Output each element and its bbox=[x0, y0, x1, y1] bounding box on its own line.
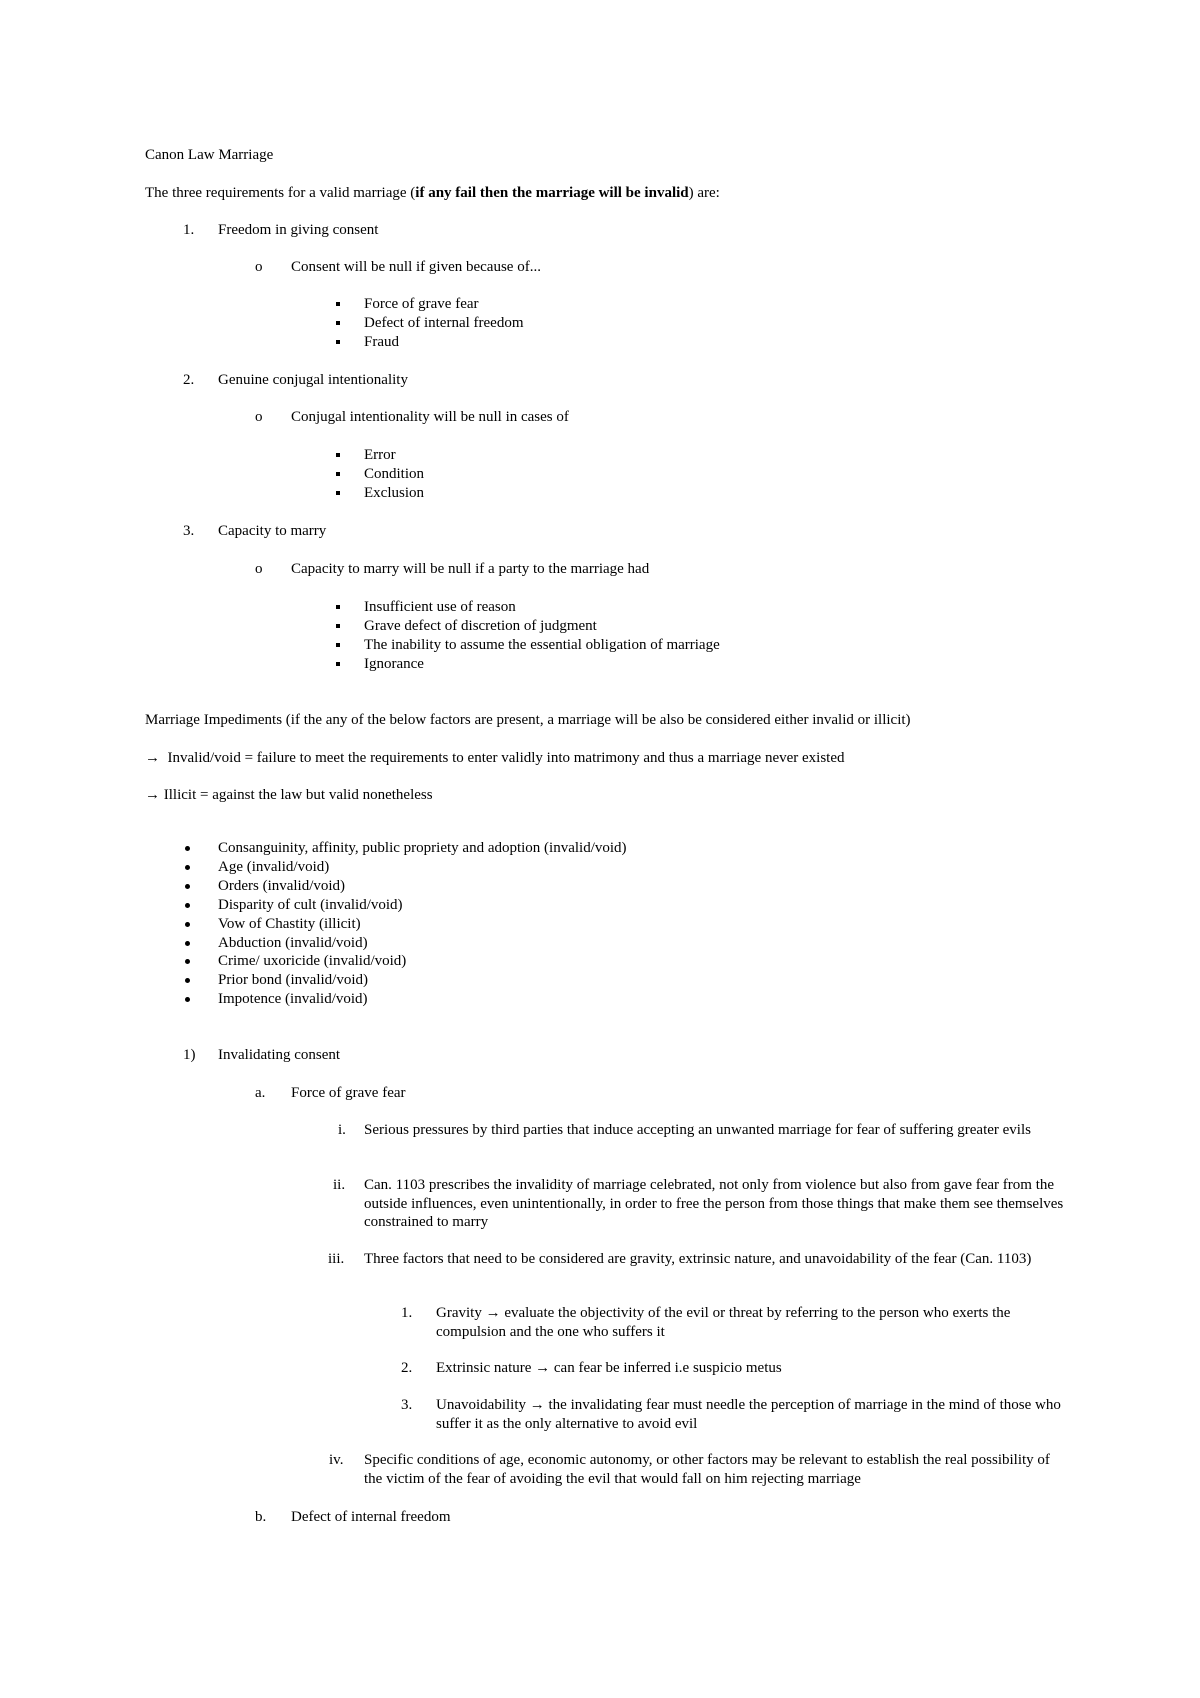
list-item: Error bbox=[364, 447, 396, 463]
requirement-subitem: Consent will be null if given because of... bbox=[291, 259, 541, 275]
bullet-dot bbox=[185, 959, 190, 964]
impediment-item: Prior bond (invalid/void) bbox=[218, 972, 368, 988]
factor-item bbox=[436, 1396, 1064, 1433]
bullet-dot bbox=[185, 846, 190, 851]
invalid-definition bbox=[145, 749, 845, 767]
square-bullet bbox=[336, 662, 340, 666]
factor-item bbox=[436, 1359, 1064, 1378]
bullet-dot bbox=[185, 997, 190, 1002]
arrow-icon: → bbox=[529, 1397, 545, 1413]
bullet-dot bbox=[185, 884, 190, 889]
section-label: Invalidating consent bbox=[218, 1047, 341, 1063]
square-bullet bbox=[336, 472, 340, 476]
subsection-label: Force of grave fear bbox=[291, 1085, 406, 1101]
list-item: Insufficient use of reason bbox=[364, 599, 516, 615]
square-bullet bbox=[336, 643, 340, 647]
square-bullet bbox=[336, 624, 340, 628]
subsection-marker: a. bbox=[255, 1085, 266, 1101]
list-item: Defect of internal freedom bbox=[364, 315, 524, 331]
list-item: Force of grave fear bbox=[364, 296, 479, 312]
subsection-label: Defect of internal freedom bbox=[291, 1509, 451, 1525]
arrow-icon: → bbox=[535, 1360, 551, 1376]
requirement-label: Freedom in giving consent bbox=[218, 222, 379, 238]
paragraph-point: Can. 1103 prescribes the invalidity of marriage celebrated, not only from violence but also from gave fear from the outside influences, even unintentionally, in order to free the person from those things that make them see themselves constrained to marry bbox=[364, 1177, 1064, 1230]
impediment-item: Vow of Chastity (illicit) bbox=[218, 916, 361, 932]
circle-marker: o bbox=[255, 259, 263, 275]
intro-text-bold: if any fail then the marriage will be invalid bbox=[415, 185, 689, 201]
illicit-definition-text: Illicit = against the law but valid nonetheless bbox=[163, 787, 433, 803]
requirement-number: 3. bbox=[183, 523, 195, 539]
requirement-label: Capacity to marry bbox=[218, 523, 327, 539]
list-item: Grave defect of discretion of judgment bbox=[364, 618, 597, 634]
bullet-dot bbox=[185, 865, 190, 870]
paragraph-point: Serious pressures by third parties that induce accepting an unwanted marriage for fear of suffering greater evils bbox=[364, 1122, 1031, 1138]
roman-marker: iii. bbox=[328, 1251, 345, 1267]
factor-number: 1. bbox=[401, 1305, 413, 1321]
list-item: Condition bbox=[364, 466, 425, 482]
list-item: Ignorance bbox=[364, 656, 424, 672]
requirement-number: 1. bbox=[183, 222, 195, 238]
impediment-item: Age (invalid/void) bbox=[218, 859, 330, 875]
section-number: 1) bbox=[183, 1047, 196, 1063]
impediment-item: Impotence (invalid/void) bbox=[218, 991, 368, 1007]
intro-paragraph bbox=[145, 184, 720, 202]
square-bullet bbox=[336, 302, 340, 306]
roman-marker: i. bbox=[338, 1122, 346, 1138]
impediment-item: Consanguinity, affinity, public propriety and adoption (invalid/void) bbox=[218, 840, 627, 856]
factor-name: Gravity bbox=[436, 1305, 482, 1321]
arrow-icon: → bbox=[485, 1305, 501, 1321]
square-bullet bbox=[336, 321, 340, 325]
arrow-icon: → bbox=[145, 750, 160, 766]
list-item: Fraud bbox=[364, 334, 399, 350]
list-item: The inability to assume the essential obligation of marriage bbox=[364, 637, 720, 653]
circle-marker: o bbox=[255, 409, 263, 425]
paragraph-point: Three factors that need to be considered are gravity, extrinsic nature, and unavoidability of the fear (Can. 1103) bbox=[364, 1251, 1032, 1267]
bullet-dot bbox=[185, 941, 190, 946]
illicit-definition bbox=[145, 786, 433, 804]
impediments-heading: Marriage Impediments (if the any of the below factors are present, a marriage will be also be considered either invalid or illicit) bbox=[145, 712, 911, 728]
square-bullet bbox=[336, 453, 340, 457]
impediment-item: Abduction (invalid/void) bbox=[218, 935, 368, 951]
requirement-label: Genuine conjugal intentionality bbox=[218, 372, 408, 388]
impediment-item: Crime/ uxoricide (invalid/void) bbox=[218, 953, 407, 969]
bullet-dot bbox=[185, 903, 190, 908]
subsection-marker: b. bbox=[255, 1509, 267, 1525]
paragraph-point: Specific conditions of age, economic autonomy, or other factors may be relevant to establish the real possibility of the victim of the fear of avoiding the evil that would fall on him rejecting marriage bbox=[364, 1452, 1050, 1487]
requirement-subitem: Capacity to marry will be null if a party to the marriage had bbox=[291, 561, 650, 577]
circle-marker: o bbox=[255, 561, 263, 577]
factor-name: Extrinsic nature bbox=[436, 1360, 532, 1376]
intro-text-before: The three requirements for a valid marriage ( bbox=[145, 185, 416, 201]
impediment-item: Disparity of cult (invalid/void) bbox=[218, 897, 403, 913]
roman-marker: ii. bbox=[333, 1177, 346, 1193]
requirement-subitem: Conjugal intentionality will be null in cases of bbox=[291, 409, 569, 425]
factor-text: the invalidating fear must needle the perception of marriage in the mind of those who suffer it as the only alternative to avoid evil bbox=[436, 1397, 1061, 1432]
factor-item bbox=[436, 1304, 1064, 1341]
factor-name: Unavoidability bbox=[436, 1397, 526, 1413]
arrow-icon: → bbox=[145, 787, 160, 803]
square-bullet bbox=[336, 491, 340, 495]
factor-number: 2. bbox=[401, 1360, 413, 1376]
roman-marker: iv. bbox=[329, 1452, 344, 1468]
list-item: Exclusion bbox=[364, 485, 424, 501]
factor-number: 3. bbox=[401, 1397, 413, 1413]
square-bullet bbox=[336, 605, 340, 609]
square-bullet bbox=[336, 340, 340, 344]
bullet-dot bbox=[185, 978, 190, 983]
invalid-definition-text: Invalid/void = failure to meet the requirements to enter validly into matrimony and thus a marriage never existed bbox=[167, 750, 845, 766]
requirement-number: 2. bbox=[183, 372, 195, 388]
impediment-item: Orders (invalid/void) bbox=[218, 878, 346, 894]
document-title: Canon Law Marriage bbox=[145, 147, 274, 163]
intro-text-after: ) are: bbox=[688, 185, 720, 201]
factor-text: evaluate the objectivity of the evil or threat by referring to the person who exerts the compulsion and the one who suffers it bbox=[436, 1305, 1011, 1340]
factor-text: can fear be inferred i.e suspicio metus bbox=[553, 1360, 782, 1376]
bullet-dot bbox=[185, 922, 190, 927]
